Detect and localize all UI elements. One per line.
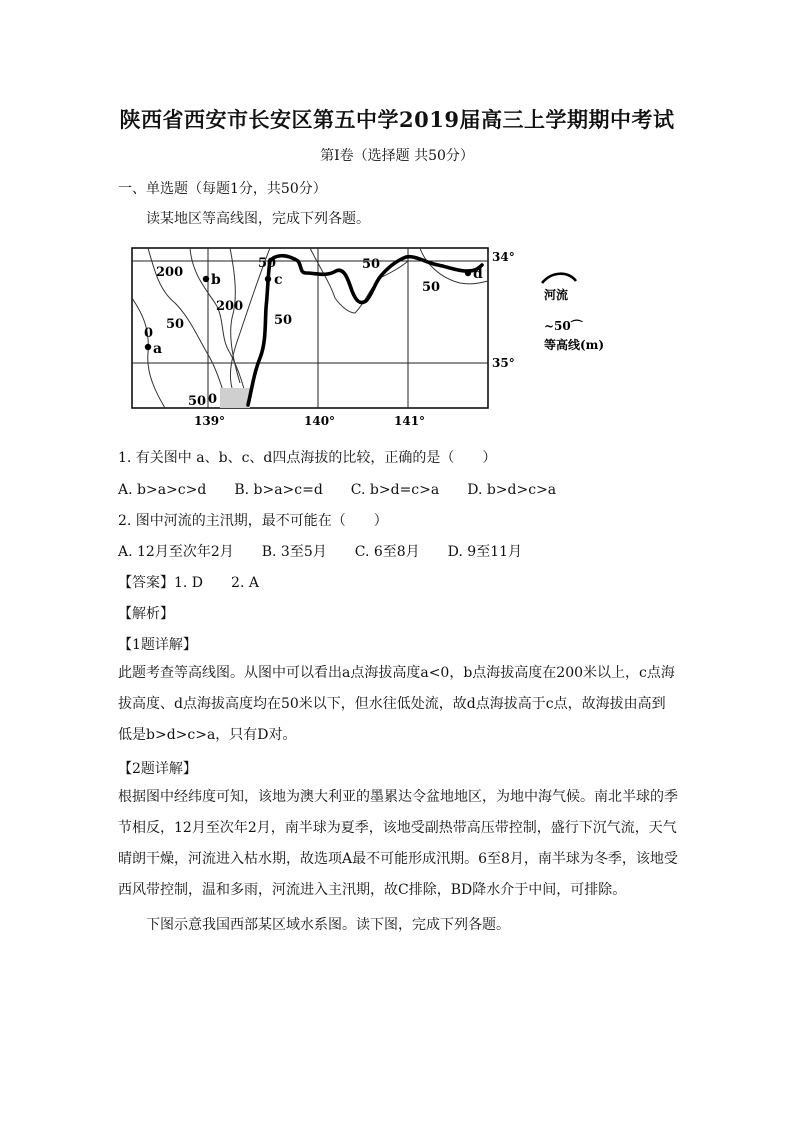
detail-2-text: 根据图中经纬度可知，该地为澳大利亚的墨累达令盆地地区，为地中海气候。南北半球的季节相反，12月至次年2月，南半球为夏季，该地受副热带高压带控制，盛行下沉气流，天气晴朗干燥，河流进入枯水期，故选项A最不可能形成汛期。6至8月，南半球为冬季，该地受西风带控制，温和多雨，河流进入主汛期，故C排除，BD降水介于中间，可排除。 [118, 789, 678, 898]
contour-label: 50 [362, 257, 381, 272]
legend-river-symbol [542, 274, 576, 283]
question-1-options: A. b>a>c>d B. b>a>c=d C. b>d=c>a D. b>d>c>a [118, 482, 557, 498]
point-d-dot [465, 270, 471, 276]
contour-label: 0 [208, 392, 218, 407]
point-b-dot [203, 276, 209, 282]
point-c-label: c [274, 272, 283, 288]
latitude-label: 35° [492, 356, 515, 370]
contour-label: 50 [188, 394, 207, 409]
contour-label: 200 [216, 299, 244, 314]
contour-label: 50 [274, 313, 293, 328]
answer-line: 【答案】1. D 2. A [118, 575, 259, 591]
contour-label: 50 [258, 256, 277, 271]
contour-label: 50 [166, 317, 185, 332]
analysis-heading: 【解析】 [118, 606, 174, 622]
point-a-label: a [153, 341, 163, 357]
paper-part-heading: 第Ⅰ卷（选择题 共50分） [320, 148, 474, 164]
longitude-label: 141° [394, 414, 426, 428]
detail-1-text: 此题考查等高线图。从图中可以看出a点海拔高度a<0，b点海拔高度在200米以上，c点海拔高度、d点海拔高度均在50米以下，但水往低处流，故d点海拔高于c点，故海拔由高到低是b>d>c>a，只有D对。 [118, 665, 675, 743]
point-b-label: b [211, 272, 221, 288]
lowland-shade [220, 388, 250, 408]
question-intro: 读某地区等高线图，完成下列各题。 [146, 211, 370, 227]
contour-label: 50 [422, 280, 441, 295]
longitude-label: 139° [194, 414, 226, 428]
legend-river-label: 河流 [544, 288, 569, 302]
question-2-stem: 2. 图中河流的主汛期，最不可能在（ ） [118, 513, 388, 529]
latitude-label: 34° [492, 250, 515, 264]
contour-map [120, 243, 640, 433]
contour-label: 200 [156, 265, 184, 280]
section-heading: 一、单选题（每题1分，共50分） [118, 181, 327, 197]
page-title: 陕西省西安市长安区第五中学2019届高三上学期期中考试 [119, 107, 675, 132]
point-d-label: d [473, 266, 483, 282]
legend-contour-symbol: ~50⌒ [544, 319, 583, 333]
point-a-dot [145, 344, 151, 350]
question-2-options: A. 12月至次年2月 B. 3至5月 C. 6至8月 D. 9至11月 [118, 544, 523, 560]
contour-label: 0 [144, 326, 154, 341]
detail-2-heading: 【2题详解】 [118, 761, 197, 777]
next-question-intro: 下图示意我国西部某区域水系图。读下图，完成下列各题。 [146, 917, 510, 933]
longitude-label: 140° [304, 414, 336, 428]
detail-1-heading: 【1题详解】 [118, 637, 197, 653]
legend-contour-label: 等高线(m) [544, 338, 605, 352]
point-c-dot [265, 276, 271, 282]
question-1-stem: 1. 有关图中 a、b、c、d四点海拔的比较，正确的是（ ） [118, 450, 497, 466]
